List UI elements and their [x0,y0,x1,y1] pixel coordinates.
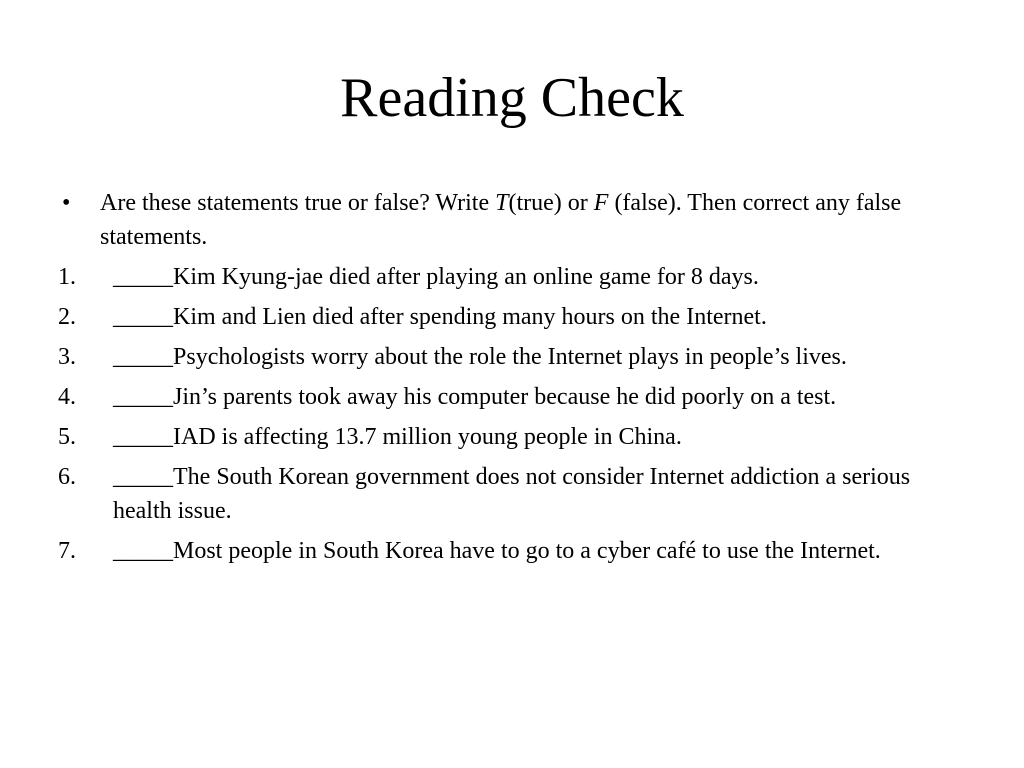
item-number: 3. [58,344,76,370]
list-item [58,534,958,568]
item-text: _____Most people in South Korea have to go to a cyber café to use the Internet. [113,538,881,564]
item-text: _____IAD is affecting 13.7 million young people in China. [113,424,682,450]
instruction-bullet [58,186,958,254]
true-letter: T [495,190,509,216]
item-number: 6. [58,464,76,490]
list-item [58,300,958,334]
item-number: 2. [58,304,76,330]
item-text: _____The South Korean government does not consider Internet addiction a serious health issue. [113,464,911,524]
instruction-text: Are these statements true or false? Write T(true) or F (false). Then correct any false statements. [100,190,902,250]
list-item [58,340,958,374]
slide-content [58,186,958,574]
item-text: _____Kim and Lien died after spending many hours on the Internet. [113,304,767,330]
item-number: 1. [58,264,76,290]
item-number: 4. [58,384,76,410]
item-text: _____Jin’s parents took away his computer because he did poorly on a test. [113,384,837,410]
slide-title: Reading Check [340,67,684,129]
list-item [58,460,958,528]
list-item [58,420,958,454]
list-item [58,260,958,294]
item-text: _____Kim Kyung-jae died after playing an online game for 8 days. [113,264,759,290]
item-text: _____Psychologists worry about the role the Internet plays in people’s lives. [113,344,847,370]
list-item [58,380,958,414]
item-number: 7. [58,538,76,564]
false-letter: F [593,190,609,216]
bullet-icon: • [62,190,71,216]
item-number: 5. [58,424,76,450]
